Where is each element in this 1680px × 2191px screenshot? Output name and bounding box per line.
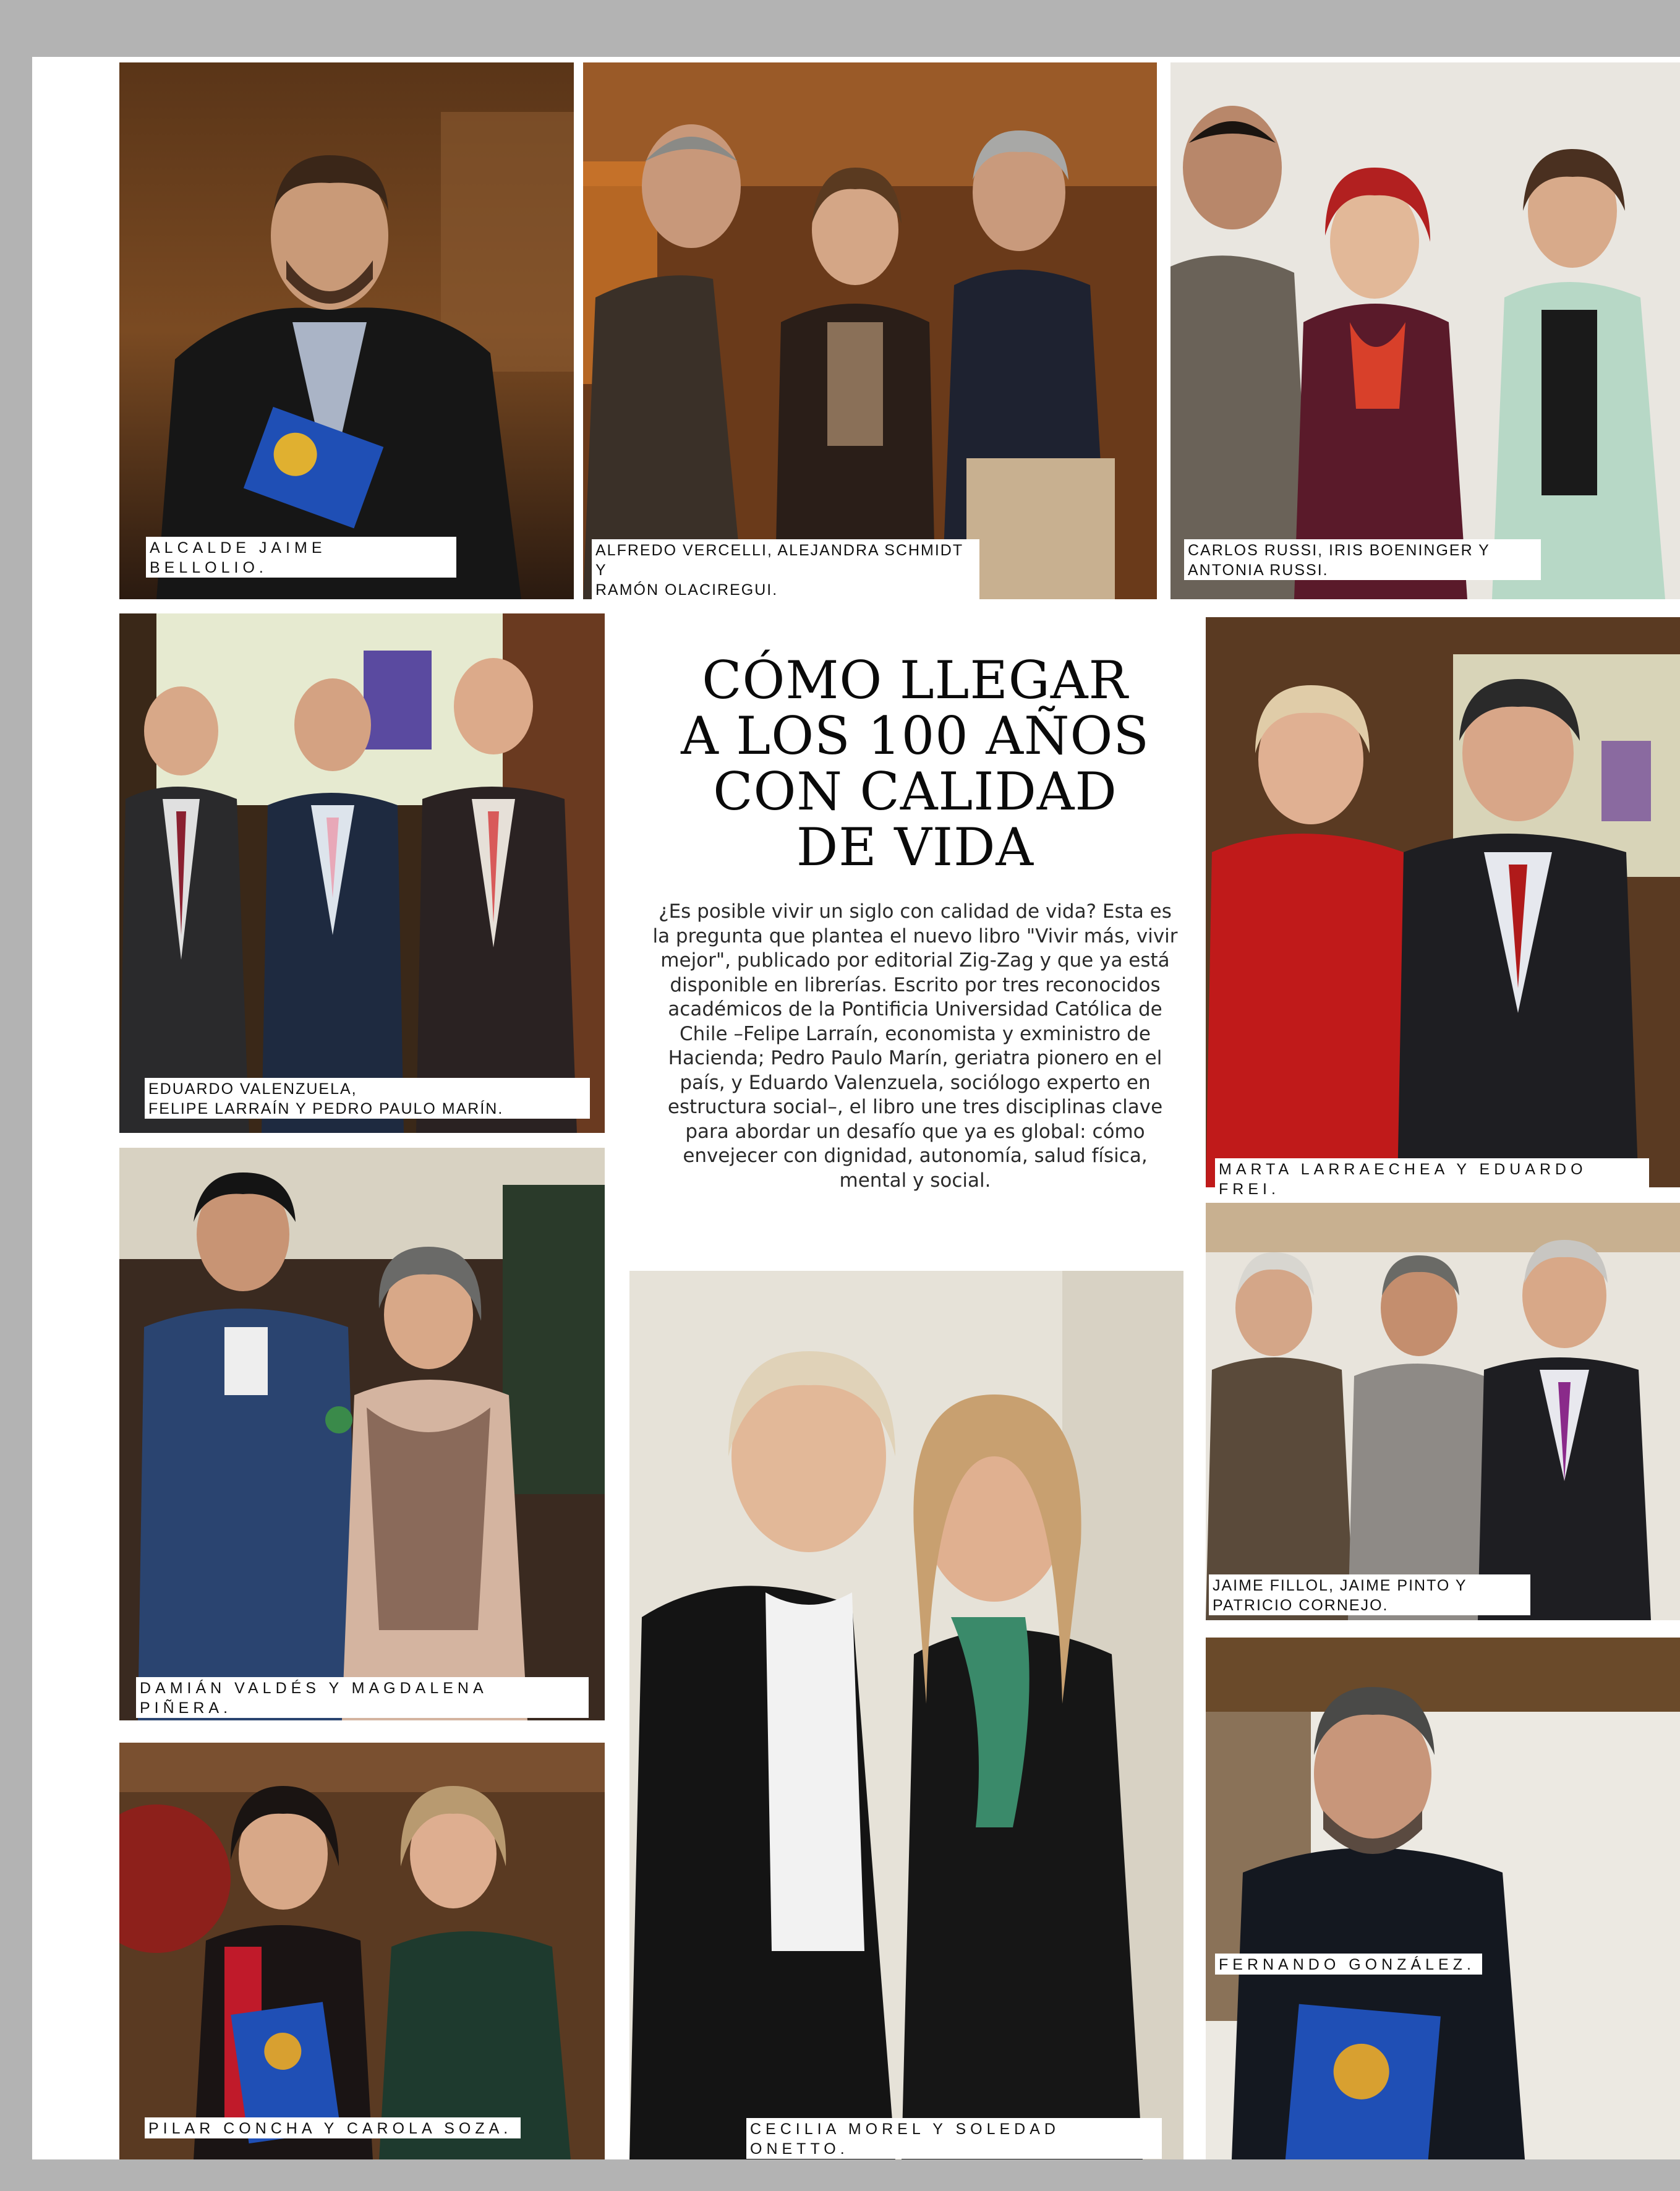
- caption-photo-10: CECILIA MOREL Y SOLEDAD ONETTO.: [746, 2118, 1162, 2159]
- photo-valdes-pinera: [119, 1148, 605, 1720]
- photo-fillol-pinto-cornejo: [1206, 1203, 1680, 1620]
- article-headline: CÓMO LLEGAR A LOS 100 AÑOS CON CALIDAD DE VIDA: [681, 650, 1149, 878]
- photo-larraechea-frei: [1206, 617, 1680, 1187]
- caption-photo-2: ALFREDO VERCELLI, ALEJANDRA SCHMIDT Y RAMÓN OLACIREGUI.: [592, 539, 979, 600]
- caption-photo-5: MARTA LARRAECHEA Y EDUARDO FREI.: [1215, 1158, 1649, 1199]
- caption-photo-7: JAIME FILLOL, JAIME PINTO Y PATRICIO CORNEJO.: [1209, 1574, 1530, 1615]
- bottom-margin: [0, 2159, 1680, 2191]
- photo-russi-boeninger: [1170, 62, 1680, 599]
- caption-photo-1: ALCALDE JAIME BELLOLIO.: [146, 537, 456, 578]
- caption-photo-9: PILAR CONCHA Y CAROLA SOZA.: [145, 2117, 521, 2138]
- photo-vercelli-schmidt-olaciregui: [583, 62, 1157, 599]
- caption-photo-4: EDUARDO VALENZUELA, FELIPE LARRAÍN Y PEDRO PAULO MARÍN.: [145, 1078, 590, 1119]
- caption-photo-3: CARLOS RUSSI, IRIS BOENINGER Y ANTONIA RUSSI.: [1184, 539, 1541, 580]
- photo-morel-onetto: [629, 1271, 1183, 2160]
- caption-photo-8: FERNANDO GONZÁLEZ.: [1215, 1954, 1482, 1975]
- article-body: ¿Es posible vivir un siglo con calidad de vida? Esta es la pregunta que plantea el nuevo libro "Vivir más, vivir mejor", publicado por editorial Zig-Zag y que ya está disponible en librerías. Escrito por tres reconocidos académicos de la Pontificia Universidad Católica de Chile –Felipe Larraín, economista y exministro de Hacienda; Pedro Paulo Marín, geriatra pionero en el país, y Eduardo Valenzuela, sociólogo experto en estructura social–, el libro une tres disciplinas clave para abordar un desafío que ya es global: cómo envejecer con dignidad, autonomía, salud física, mental y social.: [652, 900, 1178, 1192]
- caption-photo-6: DAMIÁN VALDÉS Y MAGDALENA PIÑERA.: [136, 1677, 589, 1718]
- photo-concha-soza: [119, 1743, 605, 2160]
- photo-jaime-bellolio: [119, 62, 574, 599]
- photo-fernando-gonzalez: [1206, 1638, 1680, 2191]
- photo-valenzuela-larrain-marin: [119, 613, 605, 1133]
